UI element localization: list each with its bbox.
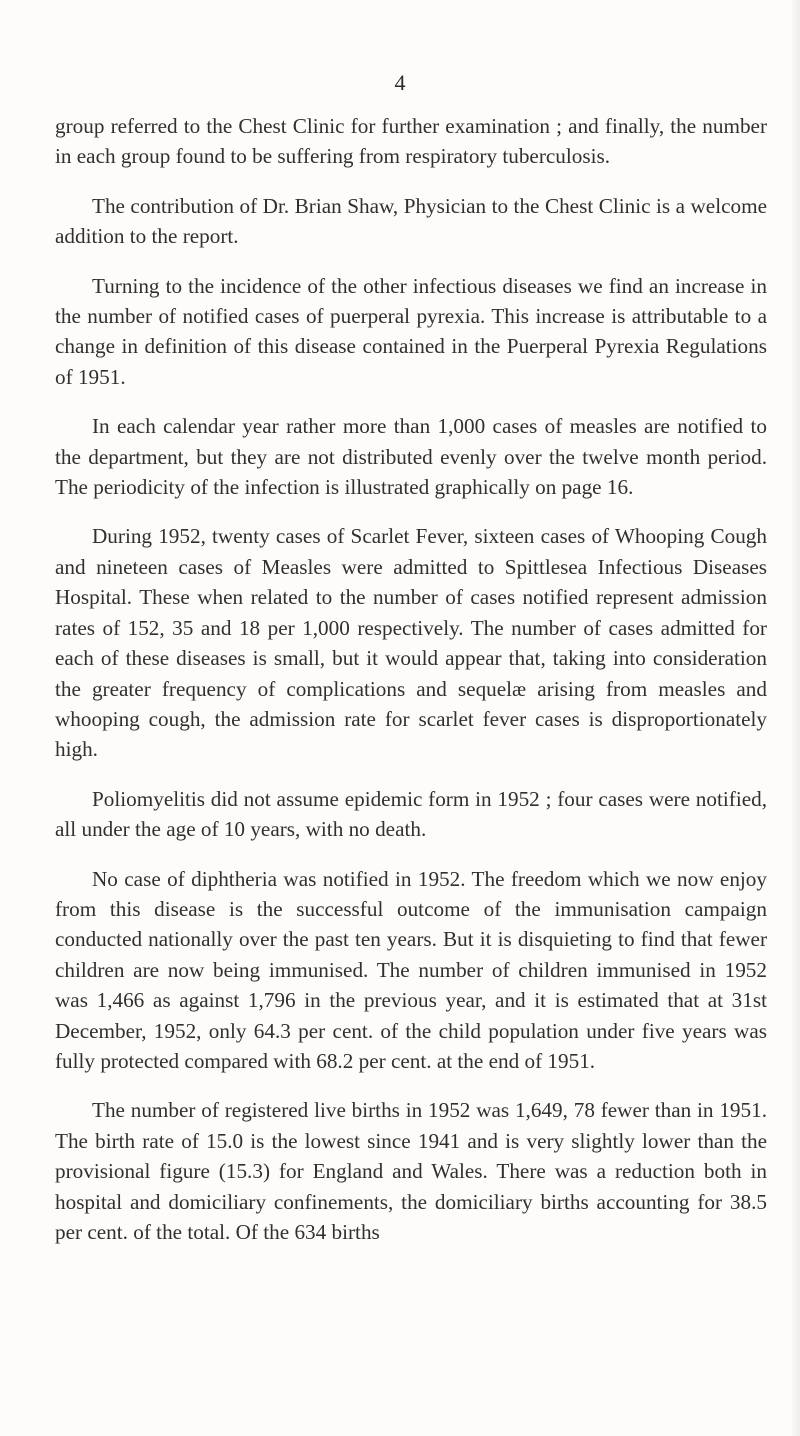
body-text: [55, 111, 767, 1266]
paragraph-chest-clinic-contribution: The contribution of Dr. Brian Shaw, Physician to the Chest Clinic is a welcome addition to the report.: [55, 193, 767, 249]
paragraph-hospital-admissions: During 1952, twenty cases of Scarlet Fever, sixteen cases of Whooping Cough and nineteen cases of Measles were admitted to Spittlesea Infectious Diseases Hospital. These when related to the number of cases notified represent admission rates of 152, 35 and 18 per 1,000 respectively. The number of cases admitted for each of these diseases is small, but it would appear that, taking into consideration the greater frequency of complications and sequelæ arising from measles and whooping cough, the admission rate for scarlet fever cases is disproportionately high.: [55, 524, 767, 762]
page-edge-shadow: [790, 0, 800, 1436]
paragraph-live-births: The number of registered live births in 1952 was 1,649, 78 fewer than in 1951. The birth rate of 15.0 is the lowest since 1941 and is very slightly lower than the provisional figure (15.3) for England and Wales. There was a reduction both in hospital and domiciliary confinements, the domiciliary births accounting for 38.5 per cent. of the total. Of the 634 births: [55, 1098, 767, 1244]
paragraph-diphtheria-immunisation: No case of diphtheria was notified in 1952. The freedom which we now enjoy from this disease is the successful outcome of the immunisation campaign conducted nationally over the past ten years. But it is disquieting to find that fewer children are now being immunised. The number of children immunised in 1952 was 1,466 as against 1,796 in the previous year, and it is estimated that at 31st December, 1952, only 64.3 per cent. of the child population under five years was fully protected compared with 68.2 per cent. at the end of 1951.: [55, 866, 767, 1073]
page-number: 4: [394, 70, 406, 95]
paragraph-poliomyelitis: Poliomyelitis did not assume epidemic form in 1952 ; four cases were notified, all under the age of 10 years, with no death.: [55, 786, 767, 842]
paragraph-continuation: group referred to the Chest Clinic for further examination ; and finally, the number in each group found to be suffering from respiratory tuberculosis.: [55, 114, 767, 169]
paragraph-puerperal-pyrexia: Turning to the incidence of the other infectious diseases we find an increase in the number of notified cases of puerperal pyrexia. This increase is attributable to a change in definition of this disease contained in the Puerperal Pyrexia Regulations of 1951.: [55, 273, 767, 389]
paragraph-measles-periodicity: In each calendar year rather more than 1,000 cases of measles are notified to the department, but they are not distributed evenly over the twelve month period. The periodicity of the infection is illustrated graphically on page 16.: [55, 414, 767, 500]
